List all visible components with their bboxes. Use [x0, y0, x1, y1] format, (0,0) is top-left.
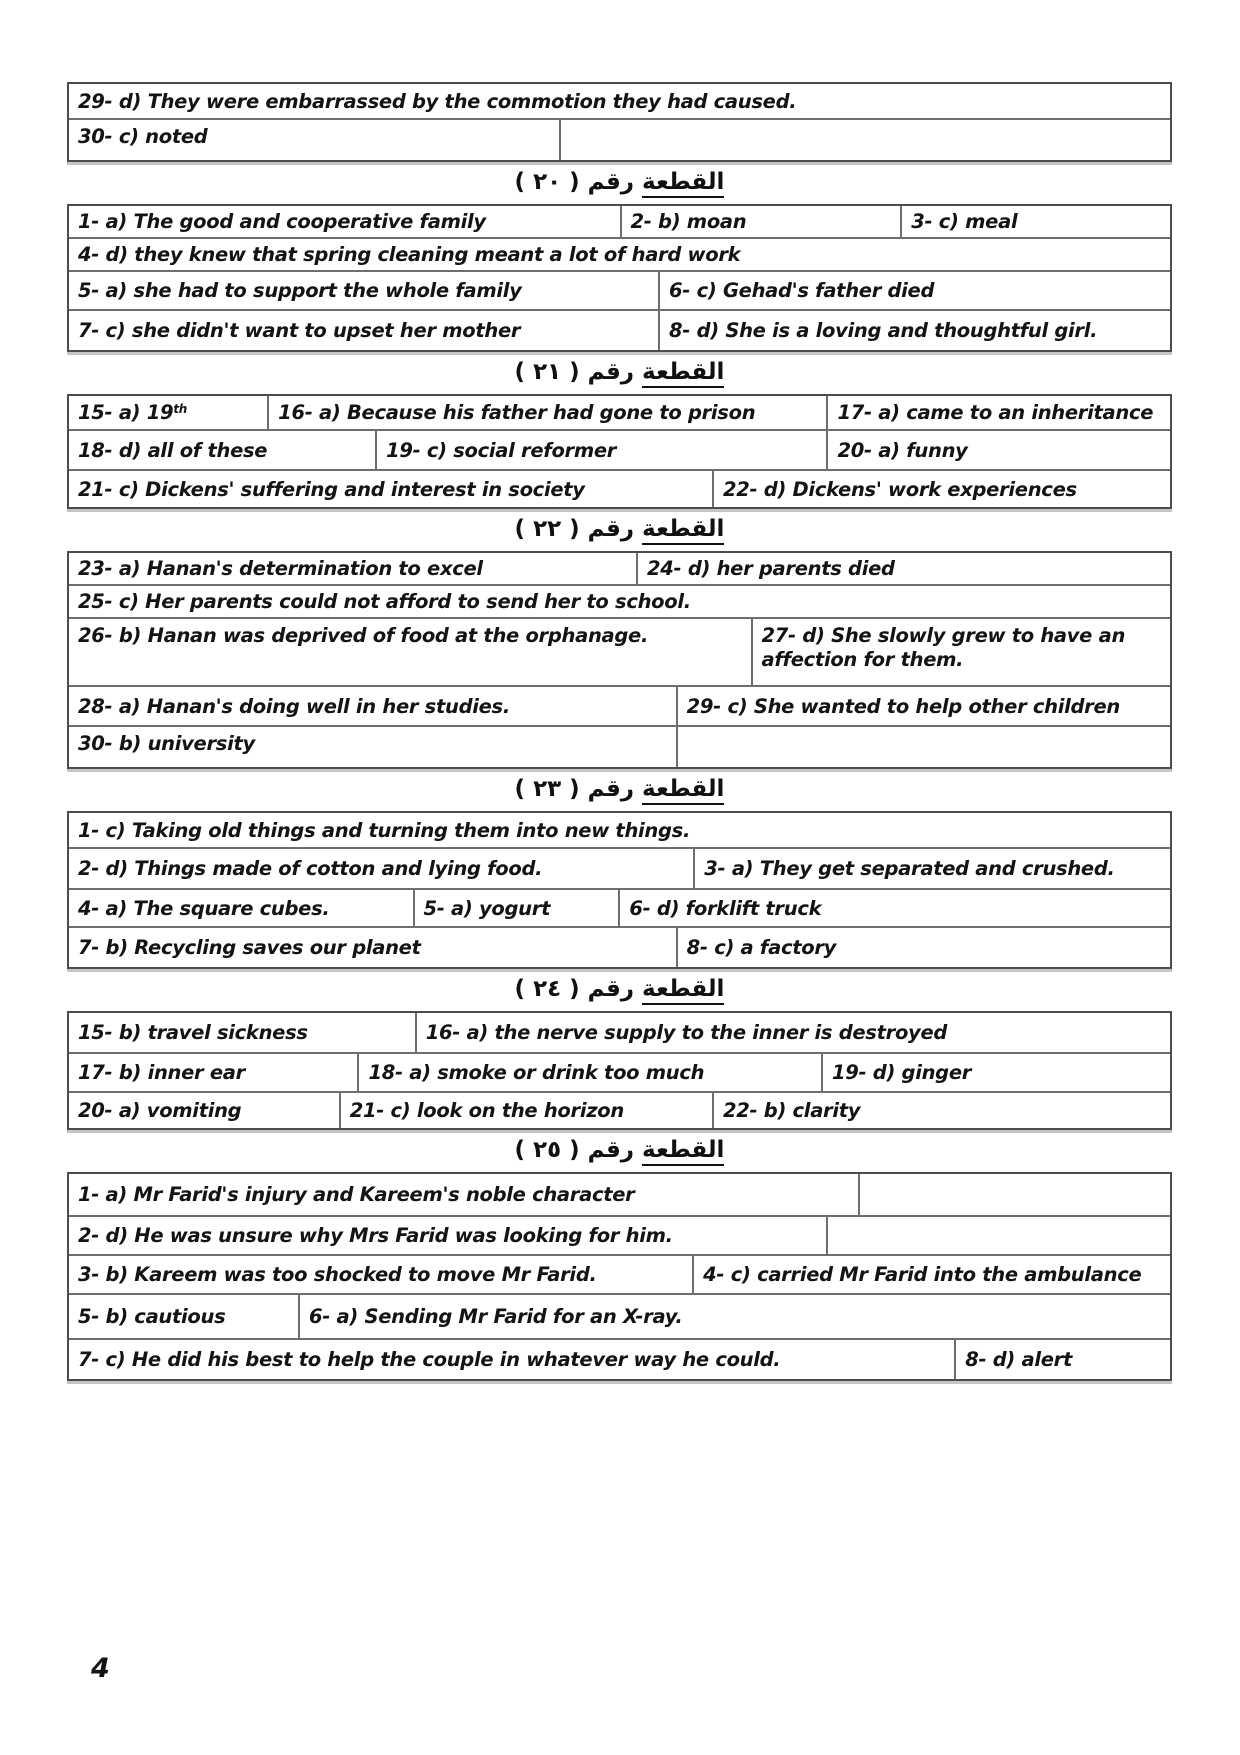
table-row	[69, 118, 1170, 160]
answer-cell: 2- d) Things made of cotton and lying food.	[78, 857, 543, 880]
answer-table-p21	[67, 394, 1172, 509]
answer-cell: 18- a) smoke or drink too much	[357, 1054, 821, 1091]
answer-cell: 8- d) alert	[954, 1340, 1170, 1379]
table-row	[69, 685, 1170, 725]
answer-cell: 1- a) The good and cooperative family	[78, 210, 486, 233]
passage-header-word: القطعة	[642, 1137, 724, 1166]
passage-header-21	[67, 359, 1172, 385]
answer-cell: 21- c) look on the horizon	[339, 1093, 712, 1128]
answer-cell: 2- d) He was unsure why Mrs Farid was looking for him.	[78, 1224, 673, 1247]
answer-cell: 4- a) The square cubes.	[78, 896, 330, 920]
answer-cell: 18- d) all of these	[78, 438, 268, 462]
answer-cell: 7- c) she didn't want to upset her mother	[78, 319, 521, 342]
passage-header-word: القطعة	[642, 359, 724, 388]
table-row	[69, 1338, 1170, 1379]
answer-cell: 26- b) Hanan was deprived of food at the orphanage.	[78, 624, 649, 647]
answer-cell-empty	[826, 1217, 1170, 1254]
answer-cell: 8- c) a factory	[676, 928, 1170, 967]
answer-table-p24	[67, 1011, 1172, 1130]
answer-cell: 29- c) She wanted to help other children	[676, 687, 1170, 725]
answer-cell: 17- a) came to an inheritance	[826, 396, 1170, 429]
answer-cell: 23- a) Hanan's determination to excel	[78, 557, 483, 580]
table-row	[69, 725, 1170, 767]
answer-cell: 22- b) clarity	[712, 1093, 1170, 1128]
answer-cell: 3- b) Kareem was too shocked to move Mr Farid.	[78, 1263, 597, 1286]
table-row	[69, 1215, 1170, 1254]
answer-cell: 3- c) meal	[900, 206, 1170, 237]
table-row	[69, 1013, 1170, 1052]
answer-table-p22	[67, 551, 1172, 769]
passage-header-23	[67, 776, 1172, 802]
answer-cell: 17- b) inner ear	[78, 1061, 245, 1084]
passage-header-24	[67, 976, 1172, 1002]
answer-cell-empty	[858, 1174, 1170, 1215]
table-row	[69, 553, 1170, 584]
answer-cell: 8- d) She is a loving and thoughtful girl.	[658, 311, 1170, 350]
answer-cell: 5- a) she had to support the whole family	[78, 279, 522, 302]
passage-header-rest: رقم ( ٢٢ )	[514, 516, 635, 542]
table-row	[69, 813, 1170, 847]
answer-cell: 15- b) travel sickness	[78, 1021, 308, 1044]
passage-header-word: القطعة	[642, 976, 724, 1005]
answer-cell: 3- a) They get separated and crushed.	[693, 849, 1170, 888]
table-row	[69, 888, 1170, 926]
answer-cell: 24- d) her parents died	[636, 553, 1170, 584]
passage-header-word: القطعة	[642, 169, 724, 198]
table-row	[69, 1293, 1170, 1338]
answer-cell: 30- b) university	[78, 732, 255, 755]
passage-header-20	[67, 169, 1172, 195]
table-row	[69, 429, 1170, 469]
table-row	[69, 617, 1170, 685]
passage-header-22	[67, 516, 1172, 542]
answer-table-p25	[67, 1172, 1172, 1381]
answer-cell: 30- c) noted	[78, 125, 208, 148]
answer-cell: 4- d) they knew that spring cleaning meant a lot of hard work	[78, 243, 741, 266]
passage-header-rest: رقم ( ٢١ )	[514, 359, 635, 385]
ordinal-suffix: th	[173, 401, 188, 416]
table-row	[69, 1254, 1170, 1293]
table-row	[69, 1052, 1170, 1091]
answer-table-p20	[67, 204, 1172, 352]
answer-cell: 16- a) Because his father had gone to prison	[267, 396, 826, 429]
table-row	[69, 270, 1170, 309]
passage-header-rest: رقم ( ٢٤ )	[514, 976, 635, 1002]
answer-cell: 16- a) the nerve supply to the inner is destroyed	[415, 1013, 1170, 1052]
answer-cell: 20- a) vomiting	[78, 1099, 242, 1122]
table-row	[69, 396, 1170, 429]
answer-cell: 1- c) Taking old things and turning them into new things.	[78, 818, 691, 842]
passage-header-rest: رقم ( ٢٠ )	[514, 169, 635, 195]
table-row	[69, 206, 1170, 237]
answer-cell: 7- c) He did his best to help the couple in whatever way he could.	[78, 1348, 781, 1371]
table-row	[69, 1174, 1170, 1215]
answer-cell: 22- d) Dickens' work experiences	[712, 471, 1170, 507]
answer-cell: 6- c) Gehad's father died	[658, 272, 1170, 309]
answer-cell: 20- a) funny	[826, 431, 1170, 469]
passage-header-word: القطعة	[642, 516, 724, 545]
answer-cell-empty	[559, 120, 1170, 160]
answer-cell: 5- a) yogurt	[413, 890, 619, 926]
answer-cell: 6- d) forklift truck	[618, 890, 1170, 926]
answer-cell: 25- c) Her parents could not afford to send her to school.	[78, 590, 691, 613]
table-row	[69, 847, 1170, 888]
table-row	[69, 1091, 1170, 1128]
answer-cell: 15- a) 19 $^{th}$	[78, 401, 188, 424]
table-row	[69, 237, 1170, 270]
answer-cell-empty	[676, 727, 1170, 767]
table-row	[69, 926, 1170, 967]
answer-cell: 7- b) Recycling saves our planet	[78, 936, 421, 959]
passage-header-rest: رقم ( ٢٣ )	[514, 776, 635, 802]
answer-cell: 2- b) moan	[620, 206, 901, 237]
table-row	[69, 469, 1170, 507]
table-row	[69, 84, 1170, 118]
passage-header-25	[67, 1137, 1172, 1163]
answer-cell: 21- c) Dickens' suffering and interest in society	[78, 477, 585, 501]
answer-cell: 19- c) social reformer	[375, 431, 826, 469]
table-row	[69, 309, 1170, 350]
table-row	[69, 584, 1170, 617]
answer-table-p23	[67, 811, 1172, 969]
page-number: 4	[91, 1653, 110, 1684]
answer-cell: 1- a) Mr Farid's injury and Kareem's noble character	[78, 1183, 635, 1206]
answer-cell: 27- d) She slowly grew to have an affection for them.	[751, 619, 1170, 685]
answer-cell: 5- b) cautious	[78, 1305, 226, 1328]
passage-header-word: القطعة	[642, 776, 724, 805]
answer-cell: 28- a) Hanan's doing well in her studies.	[78, 694, 510, 718]
answer-cell: 19- d) ginger	[821, 1054, 1170, 1091]
passage-header-rest: رقم ( ٢٥ )	[514, 1137, 635, 1163]
answer-table-intro	[67, 82, 1172, 162]
answer-cell: 6- a) Sending Mr Farid for an X-ray.	[298, 1295, 1170, 1338]
answer-cell: 29- d) They were embarrassed by the commotion they had caused.	[78, 89, 797, 113]
answer-cell: 4- c) carried Mr Farid into the ambulance	[692, 1256, 1170, 1293]
